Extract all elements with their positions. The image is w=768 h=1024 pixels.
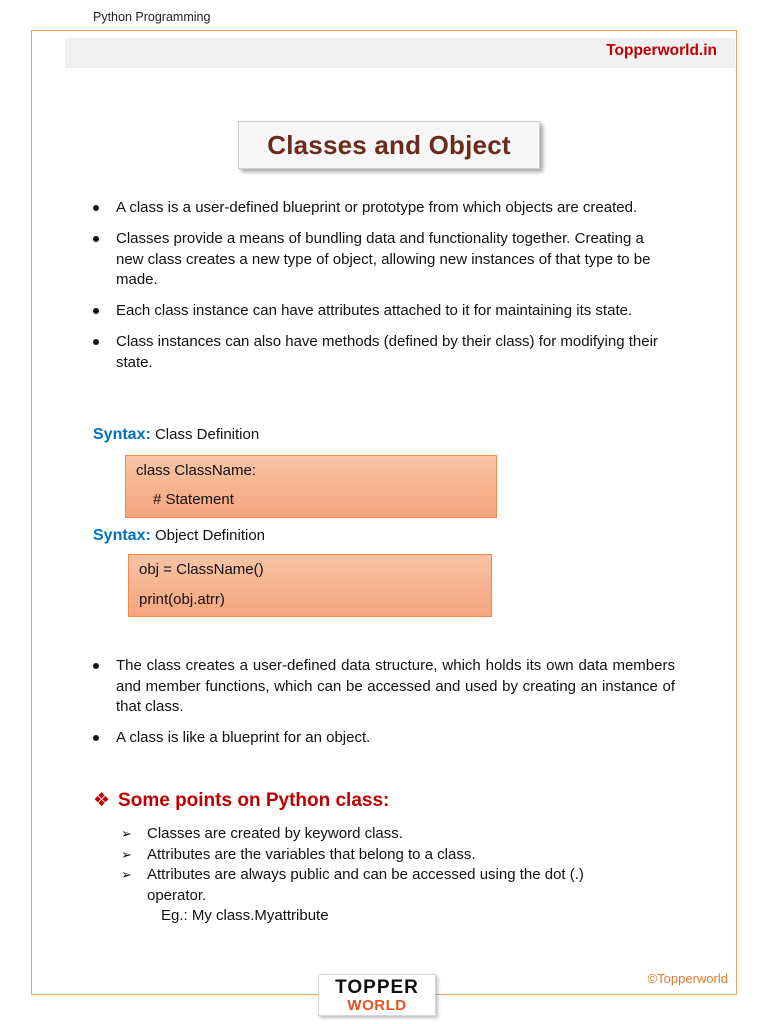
list-item: A class is like a blueprint for an object. (93, 728, 675, 749)
brand-band (65, 38, 735, 68)
bullet-list-bottom (93, 656, 675, 759)
code-line: # Statement (153, 491, 234, 508)
syntax-label: Syntax: (93, 426, 151, 443)
title-box (238, 121, 540, 169)
example-text: Eg.: My class.Myattribute (161, 907, 329, 924)
logo-text-bottom: WORLD (347, 997, 407, 1014)
list-item: A class is a user-defined blueprint or prototype from which objects are created. (93, 198, 675, 219)
page-title: Classes and Object (267, 129, 511, 160)
diamond-star-icon: ❖ (93, 790, 111, 811)
code-line: class ClassName: (136, 462, 257, 479)
arrow-bullet-icon: ➢ (121, 826, 132, 841)
bullet-icon (93, 205, 99, 211)
list-item: The class creates a user-defined data structure, which holds its own data members and member functions, which can be accessed and used by creating an instance of that class. (93, 656, 675, 718)
syntax-description: Object Definition (154, 527, 266, 544)
list-item: Class instances can also have methods (defined by their class) for modifying their state. (93, 332, 675, 373)
list-item: Classes provide a means of bundling data and functionality together. Creating a new class creates a new type of object, allowing new instances of that type to be made. (93, 229, 675, 291)
list-item: Each class instance can have attributes attached to it for maintaining its state. (93, 301, 675, 322)
syntax-label: Syntax: (93, 527, 151, 544)
logo-text-top: TOPPER (335, 977, 419, 998)
code-line: print(obj.atrr) (139, 591, 225, 608)
arrow-bullet-icon: ➢ (121, 846, 132, 862)
code-block-object (128, 554, 492, 617)
arrow-bullet-icon: ➢ (121, 867, 132, 882)
code-block-class (125, 455, 497, 518)
points-list (121, 824, 641, 906)
bullet-icon (93, 339, 99, 345)
bullet-icon (93, 735, 99, 741)
bullet-icon (93, 236, 99, 242)
brand-logo (318, 974, 436, 1016)
syntax-description: Class Definition (154, 426, 260, 443)
running-header: Python Programming (93, 10, 211, 24)
bullet-icon (93, 663, 99, 669)
site-name: Topperworld.in (606, 42, 717, 59)
syntax-class-definition (93, 426, 259, 444)
section-heading: ❖ Some points on Python class: (93, 789, 390, 811)
syntax-object-definition (93, 527, 265, 545)
code-line: obj = ClassName() (139, 561, 264, 578)
list-item: ➢ Attributes are the variables that belong to a class. (121, 845, 641, 866)
bullet-icon (93, 308, 99, 314)
list-item: ➢ Attributes are always public and can be accessed using the dot (.) operator. (121, 866, 584, 904)
list-item: ➢ Classes are created by keyword class. (121, 824, 641, 845)
bullet-list-top (93, 198, 675, 384)
copyright: ©Topperworld (647, 971, 728, 986)
